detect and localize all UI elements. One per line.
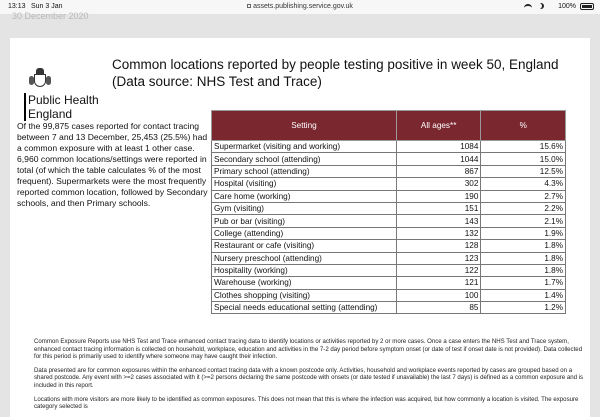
cell-percent: 1.8% bbox=[481, 240, 566, 252]
cell-count: 151 bbox=[396, 202, 481, 214]
lock-icon bbox=[247, 4, 251, 8]
wifi-icon bbox=[524, 4, 532, 9]
intro-paragraph: Of the 99,875 cases reported for contact tracing between 7 and 13 December, 25,453 (25.5%) had a common exposure with at least 1 other case. 6,960 common locations/settings were reported in total (of which the table calculates % of the most frequent). Supermarkets were the most frequently reported common location, followed by Secondary schools, and then Primary schools. bbox=[17, 121, 208, 208]
cell-percent: 15.0% bbox=[481, 153, 566, 165]
cell-percent: 1.7% bbox=[481, 277, 566, 289]
cell-setting: College (attending) bbox=[212, 227, 397, 239]
status-date: Sun 3 Jan bbox=[31, 3, 63, 10]
cell-count: 143 bbox=[396, 215, 481, 227]
cell-count: 1084 bbox=[396, 141, 481, 153]
royal-crest-icon bbox=[29, 68, 51, 90]
document-page bbox=[10, 38, 590, 417]
cell-count: 121 bbox=[396, 277, 481, 289]
table-row bbox=[212, 264, 566, 276]
cell-count: 123 bbox=[396, 252, 481, 264]
status-time: 13:13 bbox=[8, 3, 26, 10]
header-percent: % bbox=[481, 111, 566, 141]
cell-percent: 1.8% bbox=[481, 264, 566, 276]
logo-line-2: England bbox=[28, 107, 73, 121]
cell-setting: Restaurant or cafe (visiting) bbox=[212, 240, 397, 252]
cell-setting: Warehouse (working) bbox=[212, 277, 397, 289]
cell-setting: Special needs educational setting (attending) bbox=[212, 302, 397, 314]
cell-setting: Pub or bar (visiting) bbox=[212, 215, 397, 227]
cell-count: 302 bbox=[396, 178, 481, 190]
footnote-1: Common Exposure Reports use NHS Test and Trace enhanced contact tracing data to identify locations or activities reported by 2 or more cases. Once a case enters the NHS Test and Trace system, enhanced contact tracing information is collected on household, workplace, education and activities in the 7-2 day period before symptom onset (or date of test if onset date is not provided). Data collected for this period is primarily used to identify where someone may have caught their infection. bbox=[34, 338, 583, 361]
cell-percent: 1.2% bbox=[481, 302, 566, 314]
cell-percent: 1.4% bbox=[481, 289, 566, 301]
cell-setting: Care home (working) bbox=[212, 190, 397, 202]
phe-logo bbox=[24, 68, 99, 121]
cell-percent: 1.8% bbox=[481, 252, 566, 264]
logo-line-1: Public Health bbox=[28, 93, 99, 107]
cell-count: 85 bbox=[396, 302, 481, 314]
cell-setting: Clothes shopping (visiting) bbox=[212, 289, 397, 301]
cell-count: 1044 bbox=[396, 153, 481, 165]
cell-percent: 15.6% bbox=[481, 141, 566, 153]
cell-setting: Hospital (visiting) bbox=[212, 178, 397, 190]
battery-icon bbox=[580, 3, 594, 10]
logo-bar bbox=[24, 93, 26, 121]
cell-percent: 2.1% bbox=[481, 215, 566, 227]
logo-text bbox=[28, 93, 99, 121]
cell-count: 100 bbox=[396, 289, 481, 301]
table-row bbox=[212, 202, 566, 214]
previous-page-text: 30 December 2020 bbox=[12, 11, 89, 21]
table-row bbox=[212, 252, 566, 264]
title-line-1: Common locations reported by people testing positive in week 50, England bbox=[112, 57, 559, 72]
cell-percent: 4.3% bbox=[481, 178, 566, 190]
cell-setting: Gym (visiting) bbox=[212, 202, 397, 214]
status-bar bbox=[0, 0, 600, 14]
cell-setting: Primary school (attending) bbox=[212, 165, 397, 177]
cell-count: 128 bbox=[396, 240, 481, 252]
table-row bbox=[212, 190, 566, 202]
cell-count: 122 bbox=[396, 264, 481, 276]
address-bar[interactable] bbox=[0, 3, 600, 10]
table-row bbox=[212, 240, 566, 252]
moon-icon bbox=[538, 3, 544, 9]
header-all-ages: All ages** bbox=[396, 111, 481, 141]
table-row bbox=[212, 302, 566, 314]
cell-setting: Hospitality (working) bbox=[212, 264, 397, 276]
footnote-3: Locations with more visitors are more likely to be identified as common exposures. This does not mean that this is where the infection was acquired, but how commonly a location is visited. The exposure category selected is bbox=[34, 395, 579, 411]
table-row bbox=[212, 215, 566, 227]
cell-count: 190 bbox=[396, 190, 481, 202]
table-row bbox=[212, 165, 566, 177]
cell-percent: 12.5% bbox=[481, 165, 566, 177]
cell-count: 867 bbox=[396, 165, 481, 177]
settings-table bbox=[211, 110, 566, 314]
page-title bbox=[112, 56, 559, 90]
address-url: assets.publishing.service.gov.uk bbox=[253, 3, 353, 10]
header-setting: Setting bbox=[212, 111, 397, 141]
table-row bbox=[212, 277, 566, 289]
table-header-row bbox=[212, 111, 566, 141]
cell-percent: 2.7% bbox=[481, 190, 566, 202]
cell-percent: 2.2% bbox=[481, 202, 566, 214]
cell-count: 132 bbox=[396, 227, 481, 239]
footnotes bbox=[34, 338, 586, 417]
table-row bbox=[212, 141, 566, 153]
cell-setting: Supermarket (visiting and working) bbox=[212, 141, 397, 153]
footnote-2: Data presented are for common exposures within the enhanced contact tracing data with a known postcode only. Activities, household and workplace events reported by cases are grouped based on a shared postcode. Any event with >=2 cases associated with it (>=2 persons declaring the same postcode with onsets (or date tested if unavailable) the last 7 days) is defined as a common exposure and is included in this report. bbox=[34, 366, 584, 389]
table-row bbox=[212, 153, 566, 165]
cell-setting: Secondary school (attending) bbox=[212, 153, 397, 165]
battery-percent: 100% bbox=[558, 3, 576, 10]
table-row bbox=[212, 289, 566, 301]
table-row bbox=[212, 227, 566, 239]
cell-setting: Nursery preschool (attending) bbox=[212, 252, 397, 264]
cell-percent: 1.9% bbox=[481, 227, 566, 239]
title-line-2: (Data source: NHS Test and Trace) bbox=[112, 74, 322, 89]
table-row bbox=[212, 178, 566, 190]
